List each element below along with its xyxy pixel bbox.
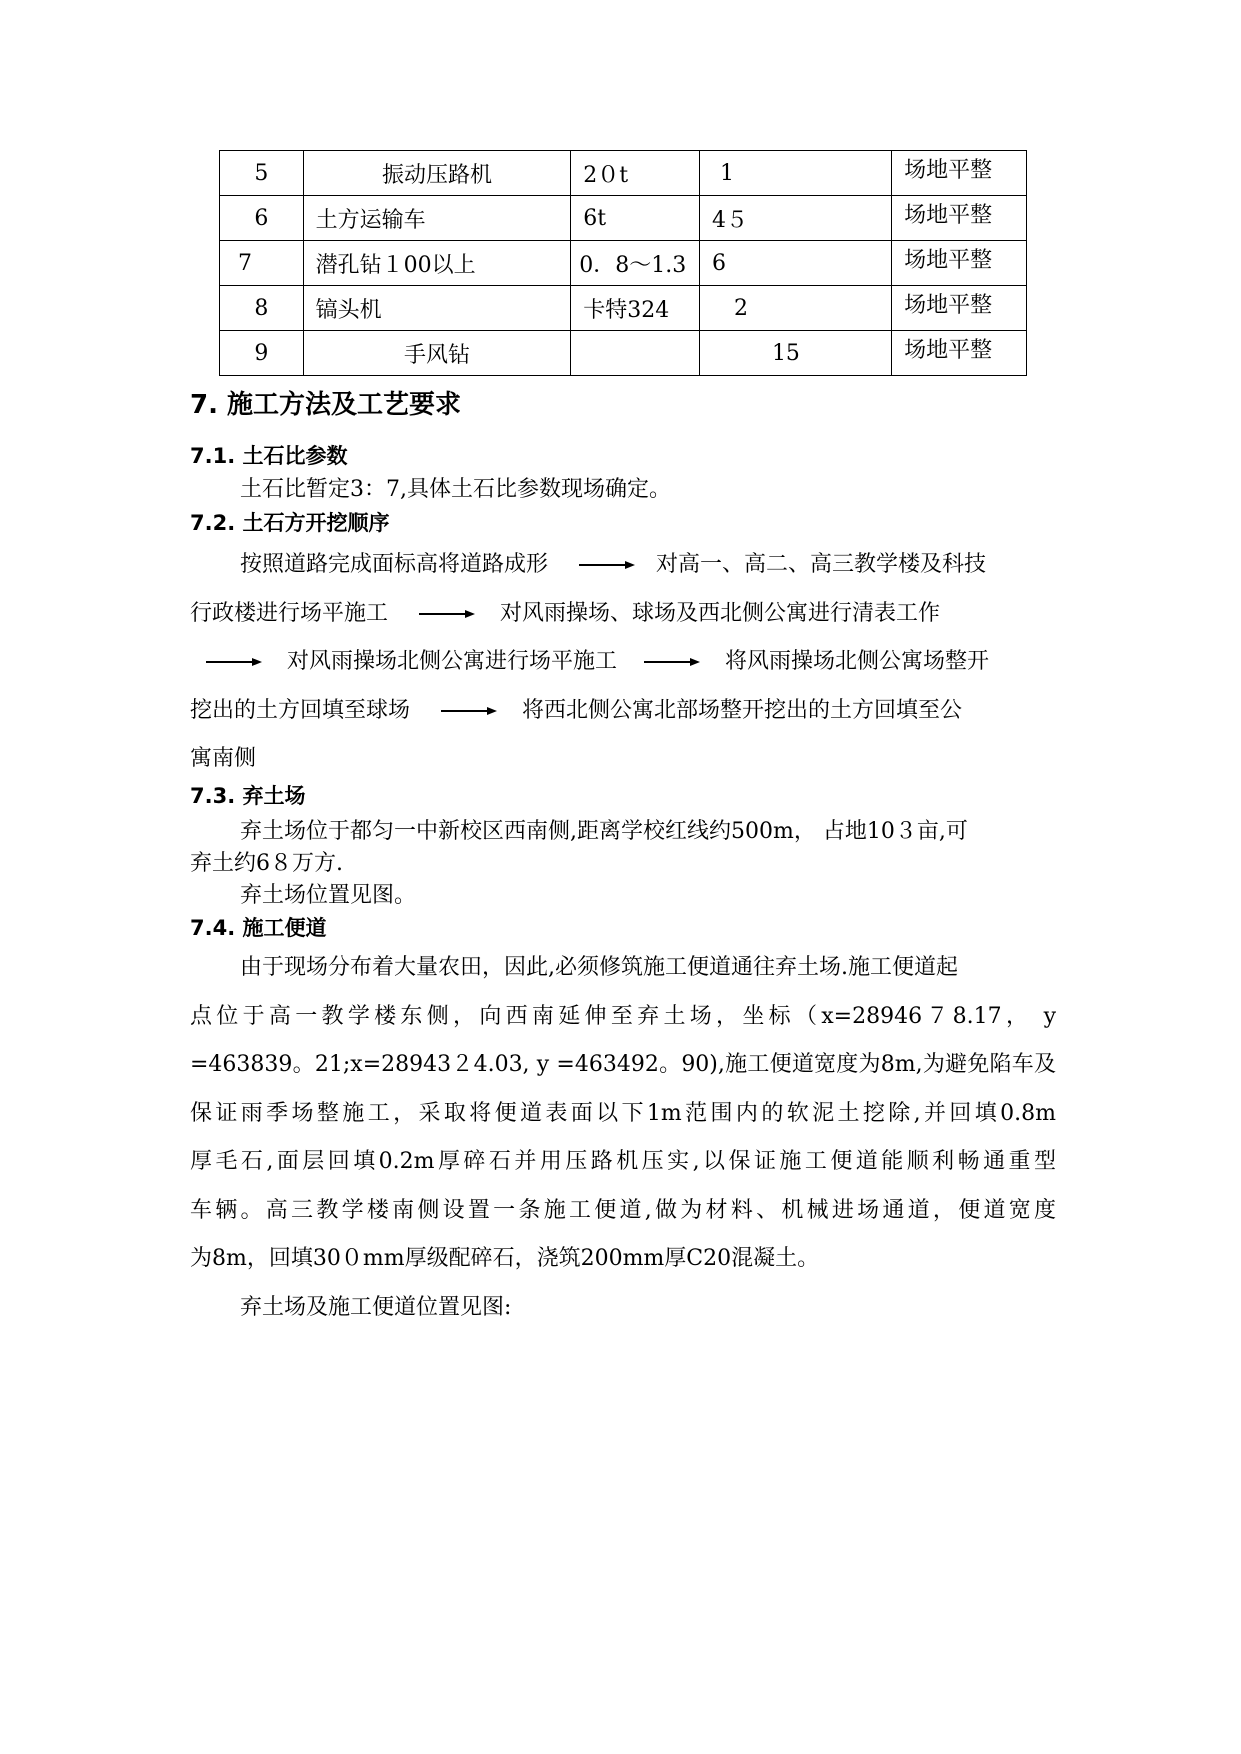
equipment-use: 场地平整 — [892, 331, 1027, 376]
equipment-spec: 0．8～1.3 — [571, 241, 700, 286]
row-number: 7 — [220, 241, 304, 286]
paragraph-text: 为8m，回填30０mm厚级配碎石，浇筑200mm厚C20混凝土。 — [190, 1246, 820, 1271]
paragraph-text: 对高一、高二、高三教学楼及科技 — [656, 552, 987, 577]
equipment-spec: 2０t — [571, 151, 700, 196]
equipment-name: 镐头机 — [303, 286, 571, 331]
equipment-qty: 1 — [699, 151, 891, 196]
equipment-qty: 2 — [699, 286, 891, 331]
subsection-heading: 7.4. 施工便道 — [190, 916, 327, 940]
row-number: 6 — [220, 196, 304, 241]
subsection-heading: 7.3. 弃土场 — [190, 784, 306, 808]
equipment-spec: 6t — [571, 196, 700, 241]
equipment-spec — [571, 331, 700, 376]
table-row — [220, 151, 1027, 196]
arrow-icon — [419, 609, 475, 619]
equipment-use: 场地平整 — [892, 286, 1027, 331]
row-number: 9 — [220, 331, 304, 376]
arrow-icon — [206, 657, 262, 667]
arrow-icon — [644, 657, 700, 667]
equipment-qty: 15 — [699, 331, 891, 376]
equipment-qty: 4５ — [699, 196, 891, 241]
paragraph-text: 点位于高一教学楼东侧，向西南延伸至弃土场，坐标（x=28946７8.17， y — [190, 1004, 1057, 1029]
paragraph-text: 按照道路完成面标高将道路成形 — [240, 552, 549, 577]
paragraph-text: =463839。21;x=28943２4.03, y =463492。90),施工便道宽度为8m,为避免陷车及 — [190, 1052, 1056, 1077]
equipment-name: 振动压路机 — [303, 151, 571, 196]
equipment-use: 场地平整 — [892, 196, 1027, 241]
paragraph-line — [190, 596, 940, 627]
paragraph-text: 弃土场位于都匀一中新校区西南侧,距离学校红线约500m， 占地10３亩,可 — [240, 819, 968, 844]
paragraph-text: 行政楼进行场平施工 — [190, 601, 389, 626]
paragraph-text: 对风雨操场、球场及西北侧公寓进行清表工作 — [500, 601, 941, 626]
table-row — [220, 196, 1027, 241]
row-number: 8 — [220, 286, 304, 331]
paragraph-text: 保证雨季场整施工，采取将便道表面以下1m范围内的软泥土挖除,并回填0.8m — [190, 1101, 1056, 1126]
arrow-icon — [579, 560, 635, 570]
table-row — [220, 286, 1027, 331]
paragraph-text: 将风雨操场北侧公寓场整开 — [725, 649, 990, 674]
equipment-spec: 卡特324 — [571, 286, 700, 331]
equipment-qty: 6 — [699, 241, 891, 286]
paragraph-line — [240, 547, 986, 578]
paragraph-text: 对风雨操场北侧公寓进行场平施工 — [287, 649, 618, 674]
equipment-name: 土方运输车 — [303, 196, 571, 241]
paragraph-text: 挖出的土方回填至球场 — [190, 698, 411, 723]
arrow-icon — [441, 706, 497, 716]
paragraph-text: 寓南侧 — [190, 746, 257, 771]
table-row — [220, 241, 1027, 286]
equipment-name: 潜孔钻１00以上 — [303, 241, 571, 286]
paragraph-text: 弃土场及施工便道位置见图: — [240, 1295, 512, 1320]
paragraph-text: 将西北侧公寓北部场整开挖出的土方回填至公 — [522, 698, 963, 723]
table-row — [220, 331, 1027, 376]
equipment-use: 场地平整 — [892, 241, 1027, 286]
equipment-use: 场地平整 — [892, 151, 1027, 196]
paragraph-line — [206, 644, 989, 675]
paragraph-text: 土石比暂定3：7,具体土石比参数现场确定。 — [240, 477, 671, 502]
paragraph-text: 由于现场分布着大量农田，因此,必须修筑施工便道通往弃土场.施工便道起 — [240, 955, 958, 980]
paragraph-text: 车辆。高三教学楼南侧设置一条施工便道,做为材料、机械进场通道，便道宽度 — [190, 1198, 1056, 1223]
equipment-table — [219, 150, 1027, 376]
paragraph-text: 弃土约6８万方. — [190, 851, 343, 876]
paragraph-line — [190, 693, 962, 724]
subsection-heading: 7.1. 土石比参数 — [190, 444, 348, 468]
row-number: 5 — [220, 151, 304, 196]
paragraph-text: 弃土场位置见图。 — [240, 883, 417, 908]
section-heading: 7. 施工方法及工艺要求 — [190, 390, 462, 420]
equipment-name: 手风钻 — [303, 331, 571, 376]
paragraph-text: 厚毛石,面层回填0.2m厚碎石并用压路机压实,以保证施工便道能顺利畅通重型 — [190, 1149, 1056, 1174]
subsection-heading: 7.2. 土石方开挖顺序 — [190, 511, 390, 535]
